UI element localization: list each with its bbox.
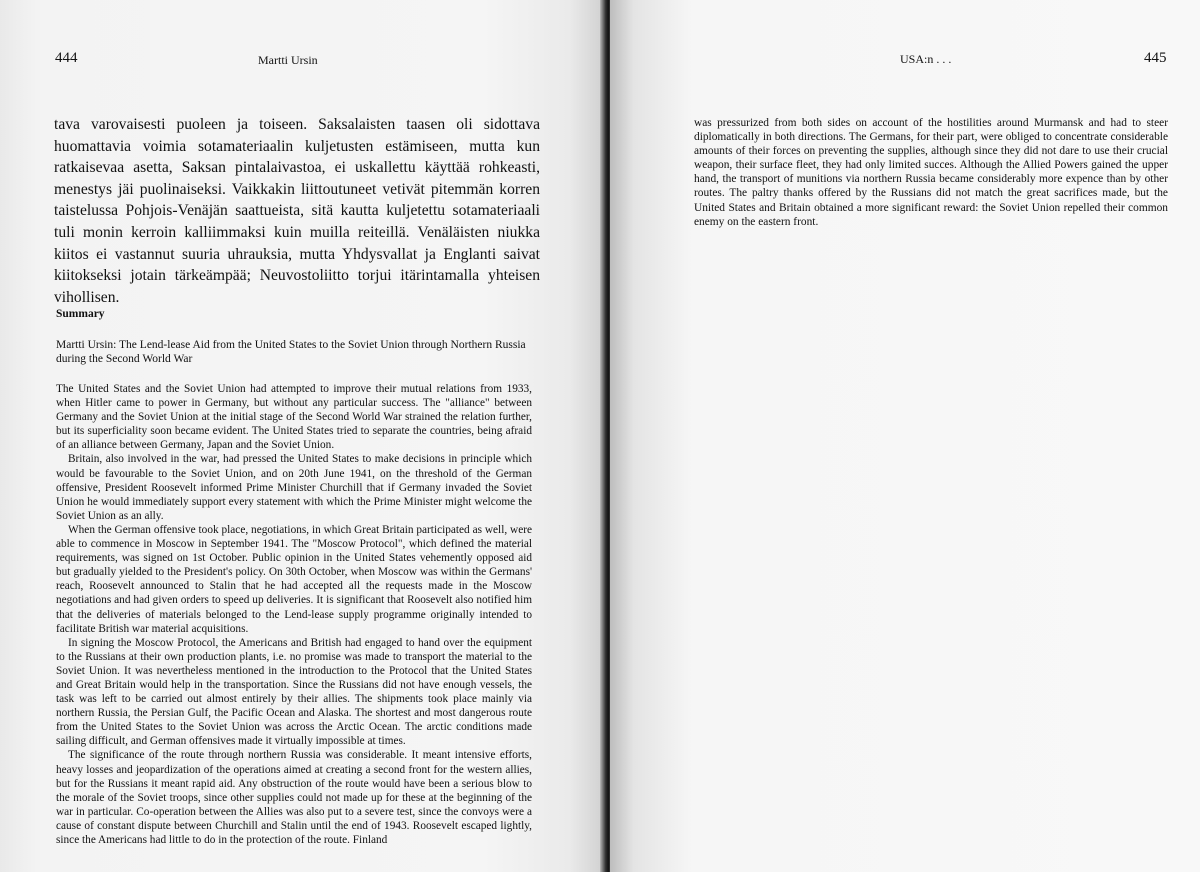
running-head: USA:n . . . [900, 52, 952, 66]
running-head: Martti Ursin [258, 53, 318, 67]
summary-heading: Summary [56, 308, 105, 320]
summary-paragraph: The United States and the Soviet Union had attempted to improve their mutual relations from 1933, when Hitler came to power in Germany, but without any particular success. The "alliance" between Germany and the Soviet Union at the initial stage of the Second World War strained the relation further, but its superficiality soon became evident. The United States tried to separate the countries, being afraid of an alliance between Germany, Japan and the Soviet Union. [56, 383, 532, 452]
summary-paragraph: The significance of the route through northern Russia was considerable. It meant intensive efforts, heavy losses and jeopardization of the operations aimed at creating a second front for the western allies, but for the Russians it meant rapid aid. Any obstruction of the route would have been a serious blow to the morale of the Soviet troops, since other supplies could not made up for these at the beginning of the war in particular. Co-operation between the Allies was also put to a severe test, since the convoys were a cause of constant dispute between Churchill and Stalin until the end of 1943. Roosevelt escaped lightly, since the Americans had little to do in the protection of the route. Finland [56, 749, 532, 846]
body-paragraph: was pressurized from both sides on account of the hostilities around Murmansk and had to steer diplomatically in both directions. The Germans, for their part, were obliged to concentrate considerable amounts of their forces on preventing the supplies, although since they did not dare to use their crucial weapon, their surface fleet, they had only limited succes. Although the Allied Powers gained the upper hand, the transport of munitions via northern Russia became considerably more expence than by other routes. The paltry thanks offered by the Russians did not match the great sacrifices made, but the United States and Britain obtained a more significant reward: the Soviet Union repelled their common enemy on the eastern front. [694, 117, 1168, 228]
finnish-paragraph: tava varovaisesti puoleen ja toiseen. Saksalaisten taasen oli sidottava huomattavia voimia sotamateriaalin kuljetusten estämiseen, mutta kun ratkaisevaa asetta, Saksan pintalaivastoa, ei uskallettu käyttää rohkeasti, menestys jäi puolinaiseksi. Vaikkakin liittoutuneet vetivät pitemmän korren taistelussa Pohjois-Venäjän saattueista, sitä kautta kuljetettu sotamateriaali tuli monin kerroin kalliimmaksi kuin muilla reiteillä. Venäläisten niukka kiitos ei vastannut suuria uhrauksia, mutta Yhdysvallat ja Englanti saivat kiitokseksi jotain tärkeämpää; Neuvostoliitto torjui itärintamalla yhteisen vihollisen. [54, 116, 540, 306]
page-number: 444 [55, 50, 78, 66]
page-number: 445 [1144, 50, 1167, 66]
summary-body [56, 382, 532, 847]
summary-title: Martti Ursin: The Lend-lease Aid from the United States to the Soviet Union through Northern Russia during the Second World War [56, 339, 526, 366]
summary-paragraph: Britain, also involved in the war, had pressed the United States to make decisions in principle which would be favourable to the Soviet Union, and on 20th June 1941, on the threshold of the German offensive, President Roosevelt informed Prime Minister Churchill that if Germany invaded the Soviet Union he would immediately support every statement with which the Prime Minister might welcome the Soviet Union as an ally. [56, 453, 532, 522]
summary-paragraph: In signing the Moscow Protocol, the Americans and British had engaged to hand over the equipment to the Russians at their own production plants, i.e. no promise was made to transport the material to the Soviet Union. It was nevertheless mentioned in the introduction to the Protocol that the United States and Great Britain would help in the transportation. Since the Russians did not have enough vessels, the task was left to be carried out almost entirely by their allies. The shipments took place mainly via northern Russia, the Persian Gulf, the Pacific Ocean and Alaska. The shortest and most dangerous route from the United States to the Soviet Union was across the Arctic Ocean. The arctic conditions made sailing difficult, and German offensives made it virtually impossible at times. [56, 636, 532, 748]
right-page [610, 0, 1200, 872]
summary-paragraph: When the German offensive took place, negotiations, in which Great Britain participated as well, were able to commence in Moscow in September 1941. The "Moscow Protocol", which defined the material requirements, was signed on 1st October. Public opinion in the United States vehemently opposed aid but gradually yielded to the President's policy. On 30th October, when Moscow was within the Germans' reach, Roosevelt announced to Stalin that he had accepted all the requests made in the Moscow negotiations and had given orders to speed up deliveries. It is significant that Roosevelt also notified him that the deliveries of materials belonged to the Lend-lease supply programme originally intended to facilitate British war material acquisitions. [56, 523, 532, 635]
